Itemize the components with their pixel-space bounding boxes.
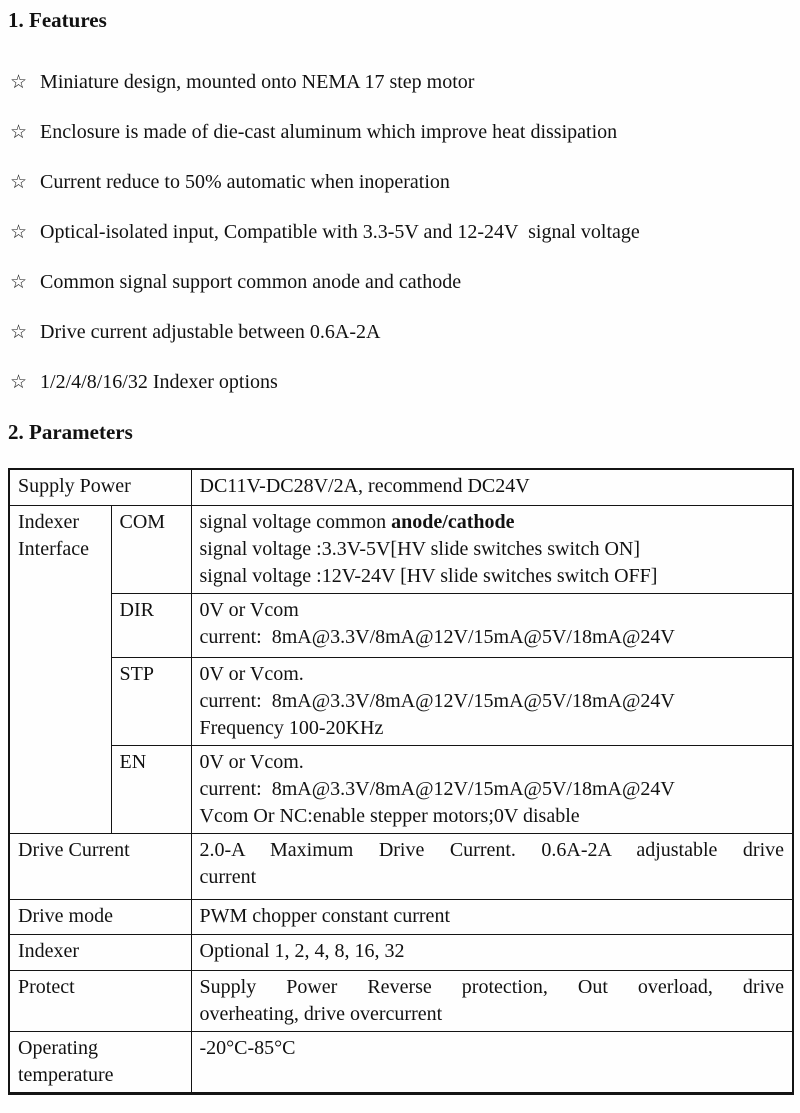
- star-icon: ☆: [10, 271, 28, 293]
- param-value-indexer: Optional 1, 2, 4, 8, 16, 32: [191, 934, 793, 970]
- param-value-drive-current: [191, 833, 793, 899]
- feature-text: Miniature design, mounted onto NEMA 17 step motor: [40, 71, 475, 93]
- feature-text: Drive current adjustable between 0.6A-2A: [40, 321, 381, 343]
- param-value-stp: [191, 657, 793, 745]
- drive-current-line2: current: [199, 865, 257, 888]
- row-dir: [9, 593, 793, 657]
- dir-line2: current: 8mA@3.3V/8mA@12V/15mA@5V/18mA@24V: [199, 625, 675, 648]
- param-value-operating-temperature: -20°C-85°C: [191, 1031, 793, 1093]
- feature-item: [10, 170, 792, 194]
- row-supply-power: [9, 469, 793, 505]
- parameters-section-title: 2. Parameters: [8, 420, 133, 444]
- param-value-en: [191, 745, 793, 833]
- row-en: [9, 745, 793, 833]
- feature-item: [10, 370, 792, 394]
- row-stp: [9, 657, 793, 745]
- protect-line2: overheating, drive overcurrent: [199, 1002, 443, 1025]
- en-line2: current: 8mA@3.3V/8mA@12V/15mA@5V/18mA@24V: [199, 777, 675, 800]
- stp-line2: current: 8mA@3.3V/8mA@12V/15mA@5V/18mA@24V: [199, 689, 675, 712]
- feature-item: [10, 270, 792, 294]
- row-drive-mode: [9, 899, 793, 934]
- star-icon: ☆: [10, 371, 28, 393]
- row-protect: [9, 970, 793, 1031]
- stp-line1: 0V or Vcom.: [199, 662, 304, 685]
- row-drive-current: [9, 833, 793, 899]
- row-indexer: [9, 934, 793, 970]
- pin-label-stp: STP: [111, 657, 191, 745]
- param-value-dir: [191, 593, 793, 657]
- drive-current-line1: 2.0-A Maximum Drive Current. 0.6A-2A adjustable drive: [199, 838, 785, 861]
- param-label-indexer: Indexer: [9, 934, 191, 970]
- feature-text: Enclosure is made of die-cast aluminum which improve heat dissipation: [40, 121, 618, 143]
- param-label-drive-current: Drive Current: [9, 833, 191, 899]
- pin-label-com: COM: [111, 505, 191, 593]
- feature-item: [10, 220, 792, 244]
- row-com: [9, 505, 793, 593]
- feature-text: Current reduce to 50% automatic when inoperation: [40, 171, 450, 193]
- star-icon: ☆: [10, 121, 28, 143]
- protect-line1: Supply Power Reverse protection, Out overload, drive: [199, 975, 785, 998]
- param-label-indexer-interface: Indexer Interface: [9, 505, 111, 833]
- feature-text: Optical-isolated input, Compatible with 3.3-5V and 12-24V signal voltage: [40, 221, 640, 243]
- param-label-operating-temperature: Operating temperature: [9, 1031, 191, 1093]
- star-icon: ☆: [10, 71, 28, 93]
- com-line3: signal voltage :12V-24V [HV slide switches switch OFF]: [199, 564, 658, 587]
- param-value-com: [191, 505, 793, 593]
- param-label-drive-mode: Drive mode: [9, 899, 191, 934]
- en-line3: Vcom Or NC:enable stepper motors;0V disable: [199, 804, 580, 827]
- star-icon: ☆: [10, 171, 28, 193]
- feature-item: [10, 70, 792, 94]
- en-line1: 0V or Vcom.: [199, 750, 304, 773]
- feature-item: [10, 120, 792, 144]
- feature-item: [10, 320, 792, 344]
- features-list: [8, 70, 792, 394]
- param-value-protect: [191, 970, 793, 1031]
- row-operating-temperature: [9, 1031, 793, 1093]
- param-value-drive-mode: PWM chopper constant current: [191, 899, 793, 934]
- param-value-supply-power: DC11V-DC28V/2A, recommend DC24V: [191, 469, 793, 505]
- star-icon: ☆: [10, 221, 28, 243]
- star-icon: ☆: [10, 321, 28, 343]
- pin-label-en: EN: [111, 745, 191, 833]
- dir-line1: 0V or Vcom: [199, 598, 299, 621]
- param-label-protect: Protect: [9, 970, 191, 1031]
- com-line1: signal voltage common: [199, 510, 392, 533]
- parameters-table: [8, 468, 794, 1095]
- param-label-supply-power: Supply Power: [9, 469, 191, 505]
- stp-line3: Frequency 100-20KHz: [199, 716, 384, 739]
- feature-text: Common signal support common anode and cathode: [40, 271, 462, 293]
- feature-text: 1/2/4/8/16/32 Indexer options: [40, 371, 278, 393]
- features-section-title: 1. Features: [8, 8, 107, 32]
- com-line2: signal voltage :3.3V-5V[HV slide switches switch ON]: [199, 537, 641, 560]
- pin-label-dir: DIR: [111, 593, 191, 657]
- com-line1-bold: anode/cathode: [391, 510, 515, 533]
